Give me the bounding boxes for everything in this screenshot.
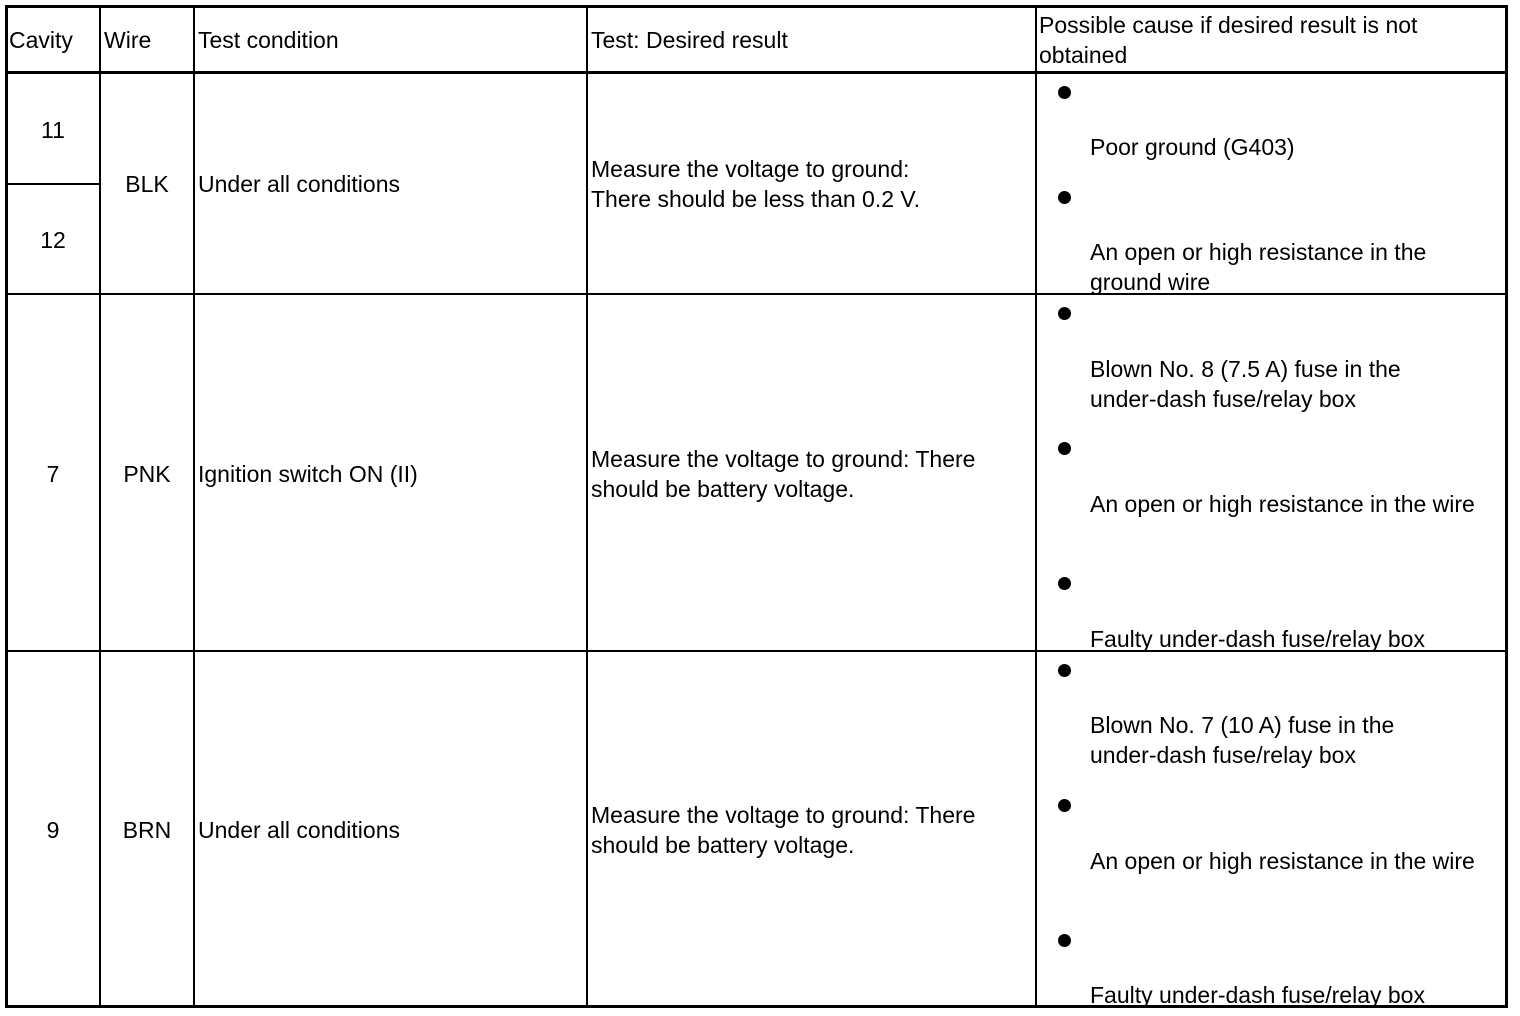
bullet-icon [1058, 664, 1071, 677]
header-divider [5, 71, 1508, 74]
header-wire: Wire [104, 27, 152, 53]
bullet-icon [1058, 191, 1071, 204]
test-condition-cell: Under all conditions [198, 171, 401, 197]
column-divider [193, 5, 195, 1008]
column-divider [586, 5, 588, 1008]
possible-cause-item: Faulty under-dash fuse/relay box [1090, 982, 1425, 1008]
header-test-condition: Test condition [198, 27, 339, 53]
bullet-icon [1058, 86, 1071, 99]
cavity-cell: 9 [46, 817, 60, 843]
possible-cause-item: Blown No. 7 (10 A) fuse in the under-dash fuse/relay box [1090, 712, 1395, 768]
possible-cause-item: An open or high resistance in the wire [1090, 491, 1475, 517]
possible-cause-item: Faulty under-dash fuse/relay box [1090, 626, 1425, 652]
desired-result-cell: Measure the voltage to ground: There should be less than 0.2 V. [591, 156, 921, 212]
wire-cell: PNK [123, 461, 171, 487]
bullet-icon [1058, 307, 1071, 320]
bullet-icon [1058, 799, 1071, 812]
column-divider [99, 5, 101, 1008]
wire-cell: BLK [125, 171, 169, 197]
header-possible-cause: Possible cause if desired result is not obtained [1039, 12, 1418, 68]
cavity-cell: 12 [40, 227, 66, 253]
header-cavity: Cavity [9, 27, 73, 53]
desired-result-cell: Measure the voltage to ground: There should be battery voltage. [591, 446, 976, 502]
bullet-icon [1058, 442, 1071, 455]
possible-cause-item: An open or high resistance in the wire [1090, 848, 1475, 874]
bullet-icon [1058, 577, 1071, 590]
desired-result-cell: Measure the voltage to ground: There should be battery voltage. [591, 802, 976, 858]
possible-cause-item: Poor ground (G403) [1090, 134, 1295, 160]
header-desired-result: Test: Desired result [591, 27, 788, 53]
column-divider [1035, 5, 1037, 1008]
possible-cause-item: Blown No. 8 (7.5 A) fuse in the under-dash fuse/relay box [1090, 356, 1401, 412]
cavity-split-divider [5, 183, 100, 185]
possible-cause-item: An open or high resistance in the ground wire [1090, 239, 1427, 295]
test-condition-cell: Ignition switch ON (II) [198, 461, 418, 487]
cavity-cell: 7 [46, 461, 60, 487]
cavity-cell: 11 [41, 117, 65, 143]
bullet-icon [1058, 934, 1071, 947]
test-condition-cell: Under all conditions [198, 817, 401, 843]
wire-cell: BRN [122, 817, 172, 843]
